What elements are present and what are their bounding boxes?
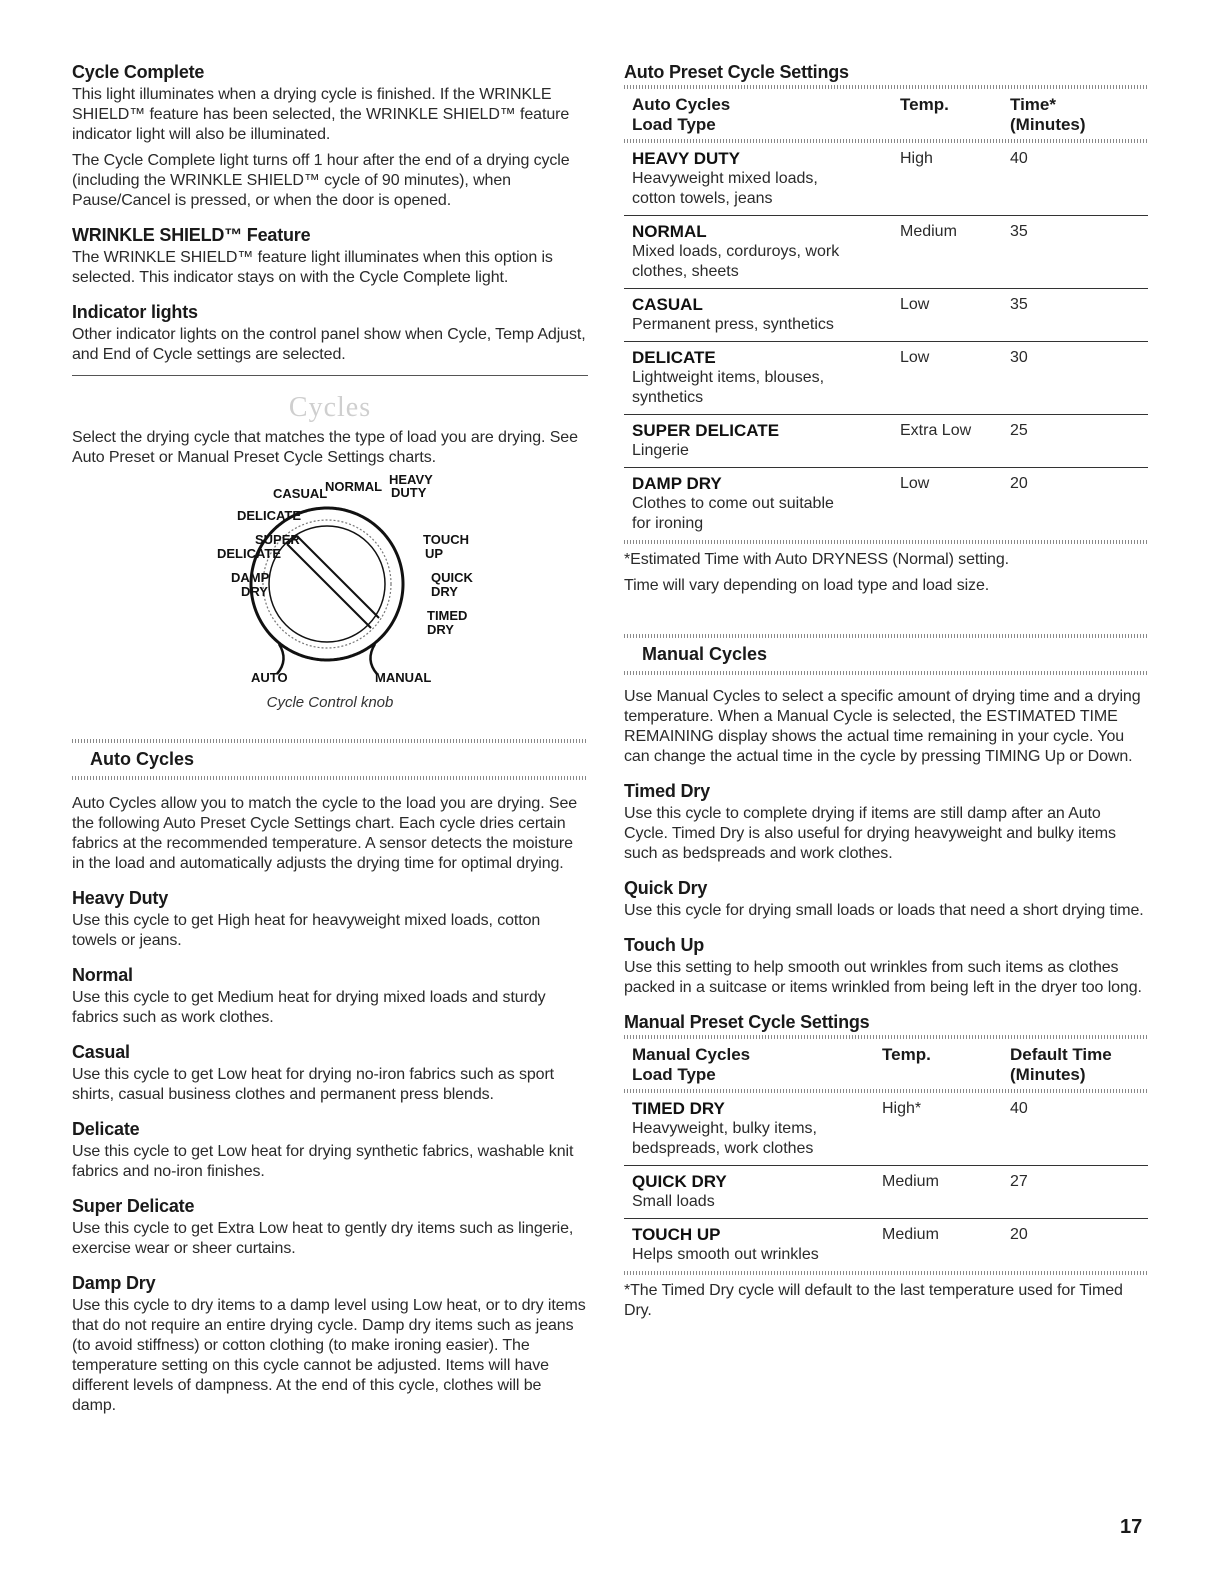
manual-preset-col-temp-header: Temp. xyxy=(882,1045,931,1064)
manual-preset-heading: Manual Preset Cycle Settings xyxy=(624,1012,870,1032)
temp-cell: Medium xyxy=(874,1166,1002,1219)
cycle-control-knob-diagram xyxy=(185,474,475,692)
auto-preset-col-cycle-header xyxy=(624,89,892,139)
cycle-cell xyxy=(624,289,892,342)
auto-preset-note-2: Time will vary depending on load type and load size. xyxy=(624,577,990,594)
timed-dry-section xyxy=(624,781,1148,864)
wrinkle-shield-text: The WRINKLE SHIELD™ feature light illuminates when this option is selected. This indicator stays on with the Cycle Complete light. xyxy=(72,249,553,286)
manual-cycles-banner-bottom-rule xyxy=(624,671,1148,675)
knob-label-normal: NORMAL xyxy=(325,479,383,494)
indicator-lights-heading: Indicator lights xyxy=(72,302,198,322)
load-type: Lingerie xyxy=(632,442,689,459)
manual-preset-rows xyxy=(624,1093,1148,1271)
delicate-section xyxy=(72,1119,588,1182)
temp-cell: Medium xyxy=(892,216,1002,289)
table-row xyxy=(624,468,1148,541)
knob-label-heavy-1: HEAVY xyxy=(389,474,433,487)
table-row xyxy=(624,415,1148,468)
super-delicate-section xyxy=(72,1196,588,1259)
manual-preset-col-time-unit: (Minutes) xyxy=(1010,1065,1086,1084)
manual-preset-note: *The Timed Dry cycle will default to the last temperature used for Timed Dry. xyxy=(624,1282,1123,1319)
time-cell: 25 xyxy=(1002,415,1148,468)
manual-cycles-banner: Manual Cycles xyxy=(642,644,768,664)
knob-label-touch-2: UP xyxy=(425,546,444,561)
knob-label-super-2: DELICATE xyxy=(217,546,282,561)
load-type: Permanent press, synthetics xyxy=(632,316,834,333)
normal-heading: Normal xyxy=(72,965,133,985)
temp-cell: High* xyxy=(874,1093,1002,1166)
cycle-name: TOUCH UP xyxy=(632,1225,721,1244)
cycles-heading: Cycles xyxy=(288,392,372,423)
knob-caption: Cycle Control knob xyxy=(266,694,394,711)
manual-preset-header-row xyxy=(624,1039,1148,1089)
knob-label-damp-2: DRY xyxy=(241,584,268,599)
cycle-cell xyxy=(624,342,892,415)
normal-text: Use this cycle to get Medium heat for drying mixed loads and sturdy fabrics such as work clothes. xyxy=(72,989,546,1026)
auto-preset-header-row xyxy=(624,89,1148,139)
section-divider xyxy=(72,375,588,376)
manual-preset-col-time-label: Default Time xyxy=(1010,1045,1112,1064)
knob-label-quick-2: DRY xyxy=(431,584,458,599)
touch-up-text: Use this setting to help smooth out wrinkles from such items as clothes packed in a suitcase or items wrinkled from being left in the dryer too long. xyxy=(624,959,1142,996)
temp-cell: High xyxy=(892,143,1002,216)
damp-dry-text: Use this cycle to dry items to a damp level using Low heat, or to dry items that do not require an entire drying cycle. Damp dry items such as jeans (to avoid stiffness) or cotton clothing (to make ironing easier). The temperature setting on this cycle cannot be adjusted. Items will have different levels of dampness. At the end of this cycle, clothes will be damp. xyxy=(72,1297,586,1414)
knob-label-touch-1: TOUCH xyxy=(423,532,469,547)
table-row xyxy=(624,1219,1148,1272)
cycle-name: DELICATE xyxy=(632,348,716,367)
cycle-name: DAMP DRY xyxy=(632,474,722,493)
auto-preset-rows xyxy=(624,143,1148,540)
auto-preset-col-time-unit: (Minutes) xyxy=(1010,115,1086,134)
auto-cycles-text: Auto Cycles allow you to match the cycle to the load you are drying. See the following Auto Preset Cycle Settings chart. Each cycle dries certain fabrics at the recommended temperature. A sensor detects the moisture in the load and automatically adjusts the drying time for optimal drying. xyxy=(72,795,578,872)
timed-dry-heading: Timed Dry xyxy=(624,781,710,801)
knob-label-damp-1: DAMP xyxy=(231,570,270,585)
manual-preset-table xyxy=(624,1039,1148,1271)
heavy-duty-section xyxy=(72,888,588,951)
auto-cycles-banner-bottom-rule xyxy=(72,776,588,780)
knob-label-auto: AUTO xyxy=(251,670,288,685)
delicate-heading: Delicate xyxy=(72,1119,140,1139)
time-cell: 20 xyxy=(1010,1226,1028,1243)
table-row xyxy=(624,289,1148,342)
time-cell: 40 xyxy=(1002,143,1148,216)
auto-cycles-banner: Auto Cycles xyxy=(90,749,195,769)
load-type: Mixed loads, corduroys, work clothes, sheets xyxy=(632,243,840,280)
delicate-text: Use this cycle to get Low heat for drying synthetic fabrics, washable knit fabrics and no-iron finishes. xyxy=(72,1143,574,1180)
time-cell: 40 xyxy=(1002,1093,1148,1166)
knob-label-timed-1: TIMED xyxy=(427,608,468,623)
damp-dry-section xyxy=(72,1273,588,1416)
super-delicate-text: Use this cycle to get Extra Low heat to gently dry items such as lingerie, exercise wear or sheer curtains. xyxy=(72,1220,574,1257)
cycle-name: TIMED DRY xyxy=(632,1099,725,1118)
left-column xyxy=(72,62,588,1430)
cycle-complete-heading: Cycle Complete xyxy=(72,62,205,82)
auto-preset-col-temp-header: Temp. xyxy=(900,95,949,114)
time-cell: 35 xyxy=(1002,289,1148,342)
heavy-duty-heading: Heavy Duty xyxy=(72,888,169,908)
quick-dry-heading: Quick Dry xyxy=(624,878,708,898)
manual-cycles-text: Use Manual Cycles to select a specific amount of drying time and a drying temperature. When a Manual Cycle is selected, the ESTIMATED TIME REMAINING display shows the actual time remaining in your cycle. You can change the actual time in the cycle by pressing TIMING Up or Down. xyxy=(624,688,1141,765)
touch-up-section xyxy=(624,935,1148,998)
manual-preset-col-cycle-header xyxy=(624,1039,874,1089)
cycle-complete-text-2: The Cycle Complete light turns off 1 hour after the end of a drying cycle (including the WRINKLE SHIELD™ cycle of 90 minutes), when Pause/Cancel is pressed, or when the door is opened. xyxy=(72,152,570,209)
knob-label-quick-1: QUICK xyxy=(431,570,473,585)
manual-preset-bottom-rule xyxy=(624,1271,1148,1275)
super-delicate-heading: Super Delicate xyxy=(72,1196,195,1216)
load-type: Helps smooth out wrinkles xyxy=(632,1246,819,1263)
auto-preset-col-time-label: Time* xyxy=(1010,95,1056,114)
knob-label-manual: MANUAL xyxy=(375,670,432,685)
cycle-name: CASUAL xyxy=(632,295,703,314)
wrinkle-shield-heading: WRINKLE SHIELD™ Feature xyxy=(72,225,311,245)
table-row xyxy=(624,1166,1148,1219)
temp-cell: Low xyxy=(900,475,930,492)
table-row xyxy=(624,143,1148,216)
cycle-cell xyxy=(624,1093,874,1166)
temp-cell: Extra Low xyxy=(892,415,1002,468)
auto-preset-heading: Auto Preset Cycle Settings xyxy=(624,62,849,82)
cycle-complete-text-1: This light illuminates when a drying cycle is finished. If the WRINKLE SHIELD™ feature has been selected, the WRINKLE SHIELD™ feature indicator light will also be illuminated. xyxy=(72,86,570,143)
cycle-complete-section xyxy=(72,62,588,211)
right-column xyxy=(624,62,1148,1321)
cycle-cell xyxy=(624,143,892,216)
load-type: Lightweight items, blouses, synthetics xyxy=(632,369,825,406)
wrinkle-shield-section xyxy=(72,225,588,288)
table-row xyxy=(624,1093,1148,1166)
cycle-name: HEAVY DUTY xyxy=(632,149,741,168)
knob-label-heavy-2: DUTY xyxy=(391,485,427,500)
cycle-cell xyxy=(624,415,892,468)
auto-preset-col-time-header xyxy=(1002,89,1148,139)
quick-dry-text: Use this cycle for drying small loads or loads that need a short drying time. xyxy=(624,902,1144,919)
table-row xyxy=(624,216,1148,289)
time-cell: 35 xyxy=(1002,216,1148,289)
damp-dry-heading: Damp Dry xyxy=(72,1273,156,1293)
load-type: Small loads xyxy=(632,1193,715,1210)
time-cell: 20 xyxy=(1010,475,1028,492)
load-type: Clothes to come out suitable for ironing xyxy=(632,495,834,532)
indicator-lights-section xyxy=(72,302,588,365)
cycle-name: QUICK DRY xyxy=(632,1172,727,1191)
indicator-lights-text: Other indicator lights on the control panel show when Cycle, Temp Adjust, and End of Cycle settings are selected. xyxy=(72,326,586,363)
auto-preset-col-cycle-label: Auto Cycles xyxy=(632,95,731,114)
time-cell: 27 xyxy=(1002,1166,1148,1219)
auto-preset-bottom-rule xyxy=(624,540,1148,544)
casual-section xyxy=(72,1042,588,1105)
heavy-duty-text: Use this cycle to get High heat for heavyweight mixed loads, cotton towels or jeans. xyxy=(72,912,541,949)
knob-label-delicate: DELICATE xyxy=(237,508,302,523)
cycle-cell xyxy=(624,1219,874,1272)
timed-dry-text: Use this cycle to complete drying if items are still damp after an Auto Cycle. Timed Dry is also useful for drying heavyweight and bulky items such as bedspreads and work clothes. xyxy=(624,805,1116,862)
knob-label-casual: CASUAL xyxy=(273,486,328,501)
casual-heading: Casual xyxy=(72,1042,130,1062)
knob-label-timed-2: DRY xyxy=(427,622,454,637)
auto-preset-note-1: *Estimated Time with Auto DRYNESS (Normal) setting. xyxy=(624,551,1009,568)
touch-up-heading: Touch Up xyxy=(624,935,705,955)
page-number: 17 xyxy=(1120,1516,1143,1538)
cycle-cell xyxy=(624,468,892,541)
temp-cell: Medium xyxy=(882,1226,939,1243)
load-type: Heavyweight mixed loads, cotton towels, jeans xyxy=(632,170,818,207)
temp-cell: Low xyxy=(892,342,1002,415)
casual-text: Use this cycle to get Low heat for drying no-iron fabrics such as sport shirts, casual business clothes and permanent press blends. xyxy=(72,1066,555,1103)
auto-preset-table xyxy=(624,89,1148,540)
knob-label-super-1: SUPER xyxy=(255,532,300,547)
load-type: Heavyweight, bulky items, bedspreads, work clothes xyxy=(632,1120,817,1157)
cycle-cell xyxy=(624,1166,874,1219)
table-row xyxy=(624,342,1148,415)
cycle-cell xyxy=(624,216,892,289)
temp-cell: Low xyxy=(892,289,1002,342)
time-cell: 30 xyxy=(1002,342,1148,415)
auto-preset-col-load-label: Load Type xyxy=(632,115,716,134)
cycle-name: SUPER DELICATE xyxy=(632,421,780,440)
cycles-intro-text: Select the drying cycle that matches the type of load you are drying. See Auto Preset or Manual Preset Cycle Settings charts. xyxy=(72,429,578,466)
manual-preset-col-time-header xyxy=(1002,1039,1148,1089)
manual-preset-col-cycle-label: Manual Cycles xyxy=(632,1045,751,1064)
quick-dry-section xyxy=(624,878,1148,921)
cycle-name: NORMAL xyxy=(632,222,707,241)
manual-preset-col-load-label: Load Type xyxy=(632,1065,716,1084)
normal-section xyxy=(72,965,588,1028)
